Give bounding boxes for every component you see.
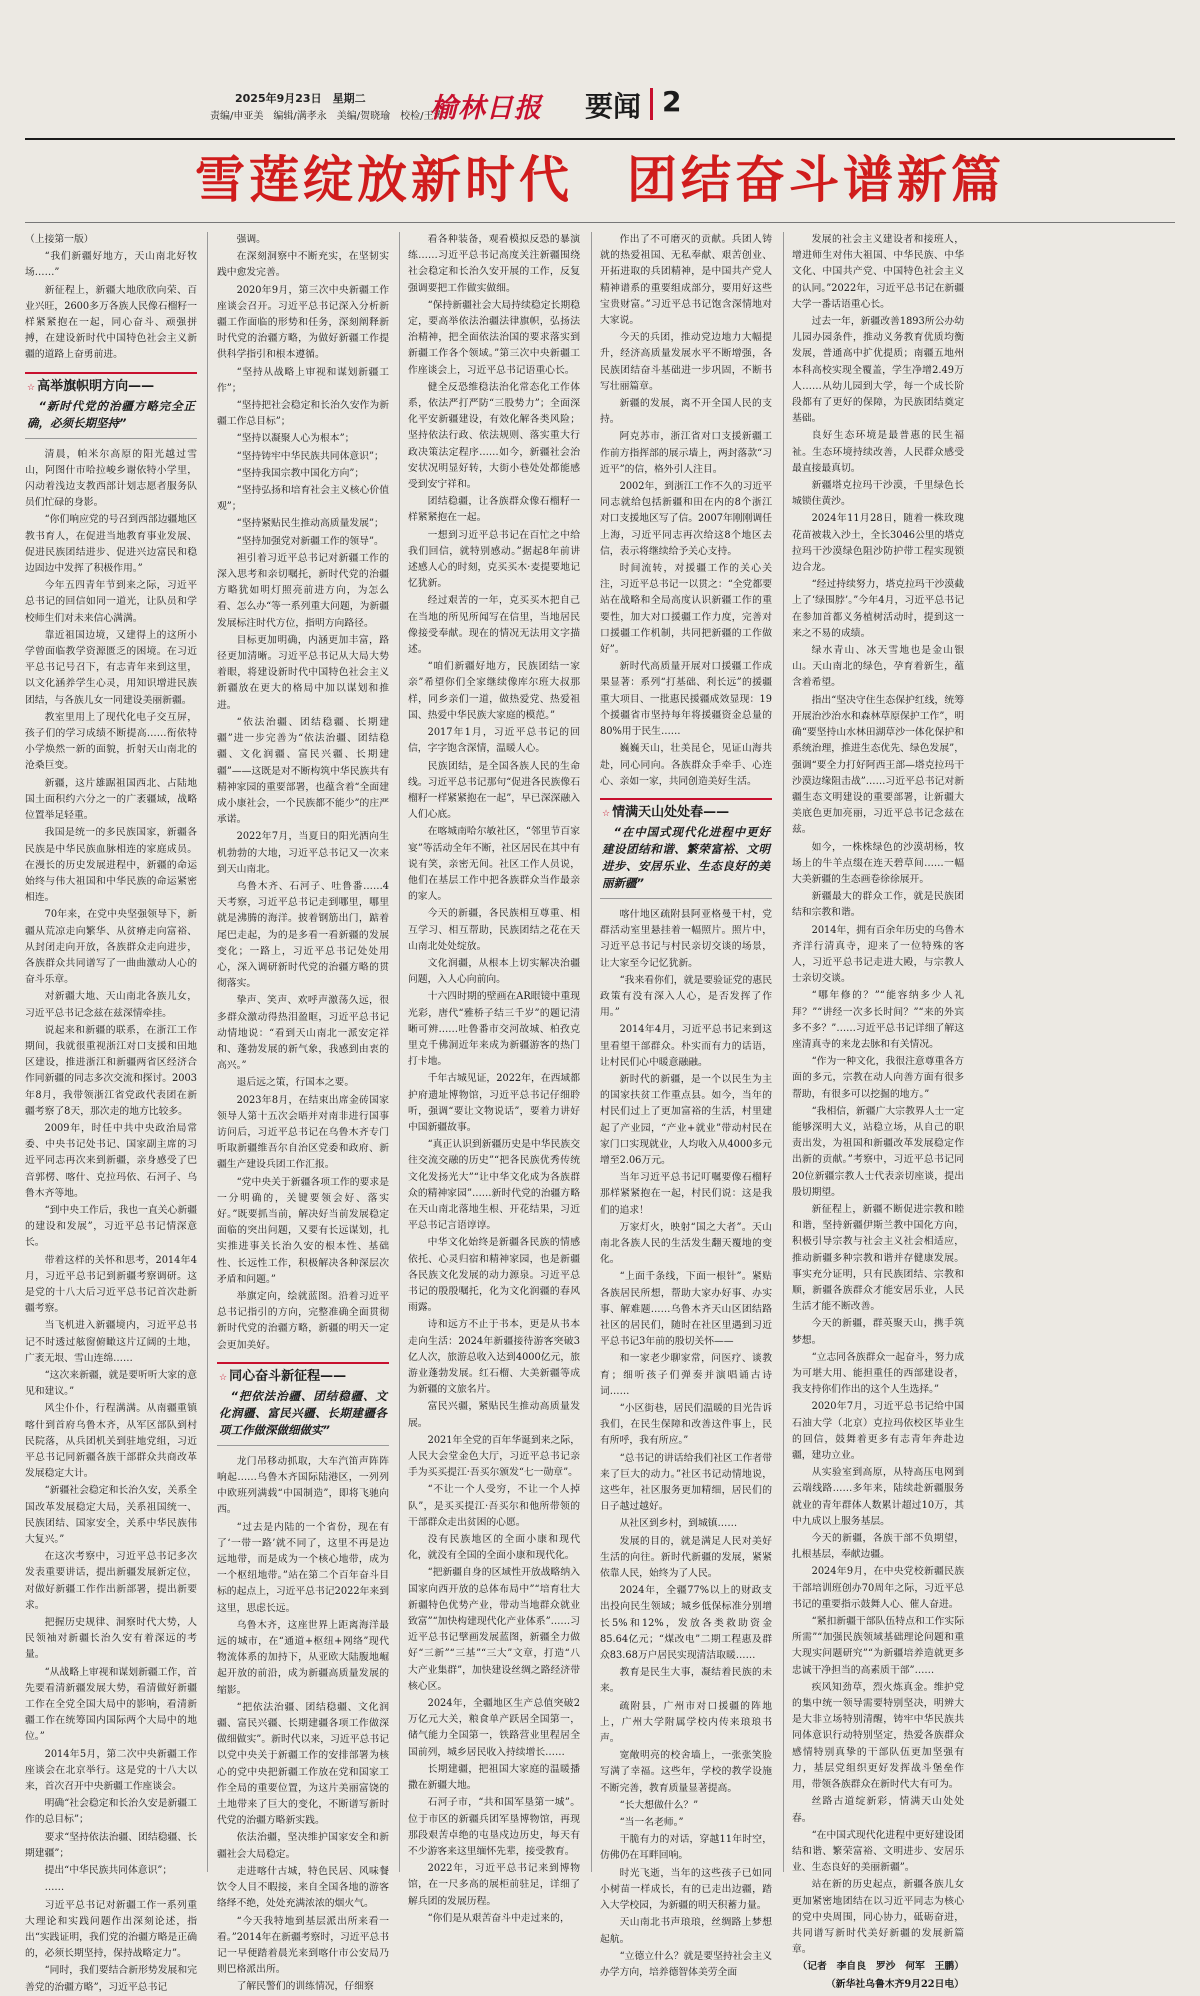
paragraph: 今年五四青年节到来之际，习近平总书记的回信如同一道光，让队员和学校师生们对未来信心满满。 (25, 580, 197, 624)
paragraph: （上接第一版） (25, 234, 94, 245)
paragraph: 2014年4月，习近平总书记来到这里看望干部群众。朴实而有力的话语，让村民们心中暖意融融。 (600, 1024, 772, 1068)
paragraph: 如今，一株株绿色的沙漠胡杨，牧场上的牛羊点缀在连天碧草间……一幅大美新疆的生态画卷徐徐展开。 (792, 841, 964, 885)
paragraph: 2024年，全疆地区生产总值突破2万亿元大关，粮食单产跃居全国第一，储气能力全国第一，铁路营业里程居全国前列，城乡居民收入持续增长…… (408, 1698, 580, 1758)
paragraph: 强调。 (236, 234, 266, 245)
paragraph: 没有民族地区的全面小康和现代化，就没有全国的全面小康和现代化。 (408, 1534, 580, 1562)
paragraph: “我们新疆好地方，天山南北好牧场……” (25, 251, 197, 279)
paragraph: “上面千条线，下面一根针”。紧贴各族居民所想，帮助大家办好事、办实事、解难题……乌鲁木齐天山区团结路社区的居民们，随时在社区里遇到习近平总书记3年前的殷切关怀—— (600, 1271, 772, 1348)
subsection-title: ☆ 高举旗帜明方向—— (27, 378, 155, 394)
paragraph: 今天的兵团，推动党边地力大幅提升，经济高质量发展水平不断增强，各民族团结奋斗基础进一步巩固，不断书写壮丽篇章。 (600, 332, 772, 392)
paragraph: 2014年，拥有百余年历史的乌鲁木齐洋行清真寺，迎来了一位特殊的客人，习近平总书记走进大殿，与宗教人士亲切交谈。 (792, 924, 964, 985)
paragraph: 看各种装备，观看模拟反恐的暴演练……习近平总书记高度关注新疆围绕社会稳定和长治久安开展的工作，反复强调要把工作做实做细。 (408, 234, 580, 294)
text-column-2 (217, 232, 389, 1993)
subsection-heading (600, 798, 772, 899)
subsection-title: ☆ 情满天山处处春—— (602, 804, 730, 820)
subsection-quote: “在中国式现代化进程中更好建设团结和谐、繁荣富裕、文明进步、安居乐业、生态良好的美丽新疆” (602, 824, 770, 890)
paragraph: 举旗定向，绘就蓝图。沿着习近平总书记指引的方向，完整准确全面贯彻新时代党的治疆方略，新疆的明天一定会更加美好。 (217, 1291, 389, 1351)
paragraph: 当飞机进入新疆境内，习近平总书记不时透过舷窗俯瞰这片辽阔的土地，广袤无垠、雪山连绵…… (25, 1320, 197, 1364)
reporter-byline: （记者 李自良 罗沙 何军 王鹏） (797, 1961, 964, 1973)
paragraph: 走进喀什古城，特色民居、风味餐饮令人目不暇接，来自全国各地的游客络绎不绝，处处充满浓浓的烟火气。 (217, 1865, 389, 1910)
paragraph: 对新疆大地、天山南北各族儿女，习近平总书记念兹在兹深情牵挂。 (25, 991, 197, 1019)
paragraph: 习近平总书记对新疆工作一系列重大理论和实践问题作出深刻论述，指出“实践证明，我们党的治疆方略是正确的，必须长期坚持，保持战略定力”。 (25, 1899, 197, 1960)
paragraph: 乌鲁木齐、石河子、吐鲁番……4天考察，习近平总书记走到哪里，哪里就是沸腾的海洋。披着钢筋出门，踮着尾巴走起，为的是多看一看新疆的发展变化；一路上，习近平总书记处处用心，深入调研新时代党的治疆方略的贯彻落实。 (217, 880, 389, 990)
paragraph: 新时代高质量开展对口援疆工作成果显著：系列“打基础、利长远”的援疆重大项目、一批惠民援疆成效显现：19个援疆省市坚持每年将援疆资金总量的80%用于民生…… (600, 661, 772, 738)
star-icon: ☆ (602, 808, 611, 819)
paragraph: 70年来，在党中央坚强领导下，新疆从荒凉走向繁华、从贫瘠走向富裕、从封闭走向开放，各族群众走向进步，各族群众共同谱写了一曲曲激动人心的奋斗乐章。 (25, 909, 197, 986)
masthead-rule (25, 138, 1175, 140)
paragraph: “长大想做什么？” (619, 1799, 699, 1811)
paragraph: 了解民警们的训练情况，仔细察 (236, 1981, 374, 1993)
paragraph: 十六四时期的壁画在AR眼镜中重现光彩，唐代“雅桥子结三千岁”的题记清晰可辨……吐鲁番市交河故城、柏孜克里克千佛洞近年来成为新疆游客的热门打卡地。 (408, 991, 580, 1068)
paragraph: 今天的新疆，各族干部不负期望，扎根基层，奉献边疆。 (792, 1533, 964, 1561)
column-rule (399, 232, 400, 1872)
paragraph: 2002年，到浙江工作不久的习近平同志就给包括新疆和田在内的8个浙江对口支援地区写了信。2007年刚刚调任上海，习近平同志再次给这8个地区去信，表示将继续给予关心支持。 (600, 481, 772, 557)
paragraph: 长期建疆，把祖国大家庭的温暖播撒在新疆大地。 (408, 1763, 580, 1792)
paragraph: 2024年，全疆77%以上的财政支出投向民生领域；城乡低保标准分别增长5%和12%，发放各类救助资金85.64亿元；“煤改电”二期工程惠及群众83.68万户居民实现清洁取暖…… (600, 1585, 772, 1662)
paragraph: “立志同各族群众一起奋斗，努力成为可堪大用、能担重任的西部建设者，我支持你们作出的这个人生选择。” (792, 1351, 964, 1396)
issue-date: 2025年9月23日 星期二 (235, 92, 366, 105)
paragraph: 2022年7月，当夏日的阳光洒向生机勃勃的大地，习近平总书记又一次来到天山南北。 (217, 831, 389, 875)
paragraph: 2020年9月，第三次中央新疆工作座谈会召开。习近平总书记深入分析新疆工作面临的形势和任务，深刻阐释新时代党的治疆方略，为做好新疆工作提供科学指引和根本遵循。 (217, 284, 389, 361)
paragraph: 富民兴疆，紧贴民生推动高质量发展。 (408, 1401, 580, 1429)
paragraph: 袒引着习近平总书记对新疆工作的深入思考和亲切嘱托，新时代党的治疆方略犹如明灯照亮前进方向，为怎么看、怎么办“等一系列重大问题，为新疆发展标注时代方位，指明方向路径。 (217, 552, 389, 629)
paragraph: “真正认识到新疆历史是中华民族交往交流交融的历史”“把各民族优秀传统文化发扬光大”“让中华文化成为各族群众的精神家园”……新时代党的治疆方略在天山南北落地生根、开花结果，习近平总书记言语谆谆。 (408, 1139, 580, 1232)
headline-rule (25, 222, 1175, 223)
paragraph: 2022年，习近平总书记来到博物馆，在一尺多高的展柜前驻足，详细了解兵团的发展历程。 (408, 1863, 580, 1907)
paragraph: 要求“坚持依法治疆、团结稳疆、长期建疆”； (25, 1831, 197, 1859)
subsection-heading (25, 372, 197, 439)
paragraph: 教室里用上了现代化电子交互屏，孩子们的学习成绩不断提高……衔依特小学焕然一新的面貌，折射天山南北的沧桑巨变。 (25, 711, 197, 772)
paragraph: 从社区到乡村，到城镇…… (619, 1518, 738, 1530)
subsection-title: ☆ 同心奋斗新征程—— (219, 1368, 347, 1384)
paragraph: 说起来和新疆的联系，在浙江工作期间，我就很重视浙江对口支援和田地区建设，推进浙江和新疆两省区经济合作同新疆的同志多次交流和探讨。2003年8月，我带领浙江省党政代表团在新疆考察了8天，那次走的地方比较多。 (25, 1024, 197, 1117)
paragraph: “坚持把社会稳定和长治久安作为新疆工作总目标”； (217, 400, 389, 428)
paragraph: “到中央工作后，我也一直关心新疆的建设和发展”，习近平总书记情深意长。 (25, 1204, 197, 1249)
paragraph: “同时，我们要结合新形势发展和完善党的治疆方略”，习近平总书记 (25, 1965, 197, 1993)
paragraph: “你们是从艰苦奋斗中走过来的， (427, 1912, 570, 1924)
paragraph: “我相信，新疆广大宗教界人士一定能够深明大义，站稳立场，从自己的职责出发，为祖国和新疆改革发展稳定作出新的贡献。”考察中，习近平总书记同20位新疆宗教人士代表亲切座谈，提出殷切期望。 (792, 1105, 964, 1198)
main-headline: 雪莲绽放新时代 团结奋斗谱新篇 (195, 151, 1005, 209)
article-dateline: （新华社乌鲁木齐9月22日电） (825, 1978, 964, 1990)
paragraph: “哪年修的？”“能容纳多少人礼拜？”“讲经一次多长时间？”“来的外宾多不多？”……习近平总书记详细了解这座清真寺的来龙去脉和有关情况。 (792, 990, 964, 1050)
paragraph: 干脆有力的对话，穿越11年时空，仿佛仍在耳畔回响。 (600, 1834, 772, 1862)
paragraph: 我国是统一的多民族国家，新疆各民族是中华民族血脉相连的家庭成员。在漫长的历史发展进程中，新疆的命运始终与伟大祖国和中华民族的命运紧密相连。 (25, 827, 197, 904)
paragraph: 过去一年，新疆改善1893所公办幼儿园办园条件，推动义务教育优质均衡发展，普通高中扩优提质；南疆五地州本科高校实现全覆盖，学生净增2.49万人……从幼儿园到大学，每一个成长阶段都有了更好的保障，为民族团结奠定基础。 (792, 316, 964, 425)
subsection-heading (217, 1362, 389, 1446)
paragraph: 指出“坚决守住生态保护红线，统筹开展治沙治水和森林草原保护工作”，明确“要坚持山水林田湖草沙一体化保护和系统治理，推进生态优先、绿色发展”，强调“要全力打好阿西王部—塔克拉玛干沙漠边缘阻击战”……习近平总书记对新疆生态文明建设的重要部署，让新疆大美底色更加亮丽，习近平总书记念兹在兹。 (792, 694, 964, 836)
column-rule (591, 232, 592, 1872)
paragraph: “紧扣新疆干部队伍特点和工作实际所需”“加强民族领域基础理论问题和重大现实问题研究”“为新疆培养造就更多忠诚干净担当的高素质干部”…… (792, 1616, 964, 1676)
paragraph: 民族团结，是全国各族人民的生命线。习近平总书记那句“促进各民族像石榴籽一样紧紧抱在一起”，早已深深融入人们心底。 (408, 760, 580, 821)
paragraph: 健全反恐维稳法治化常态化工作体系，依法严打严防“三股势力”；全面深化平安新疆建设，有效化解各类风险；坚持依法行政、依法规则、落实重大行政决策法定程序……如今，新疆社会治安状况明显好转，大街小巷处处都能感受到安宁祥和。 (408, 381, 580, 491)
page-number: 2 (662, 85, 682, 118)
paragraph: “坚持从战略上审视和谋划新疆工作”； (217, 366, 389, 394)
paragraph: 时间流转，对援疆工作的关心关注，习近平总书记一以贯之：“全党都要站在战略和全局高度认识新疆工作的重要性，加大对口援疆工作力度，完善对口援疆工作机制，共同把新疆的工作做好”。 (600, 563, 772, 656)
section-title: 要闻 (585, 90, 642, 123)
paragraph: 丝路古道绽新彩，情满天山处处春。 (792, 1796, 964, 1824)
paragraph: “在中国式现代化进程中更好建设团结和谐、繁荣富裕、文明进步、安居乐业、生态良好的美丽新疆”。 (792, 1829, 964, 1874)
column-rule (207, 232, 208, 1872)
paragraph: 2023年8月，在结束出席金砖国家领导人第十五次会晤并对南非进行国事访问后，习近平总书记在乌鲁木齐专门听取新疆维吾尔自治区党委和政府、新疆生产建设兵团工作汇报。 (217, 1094, 389, 1171)
paragraph: “我来看你们，就是要验证党的惠民政策有没有深入人心，是否发挥了作用。” (600, 974, 772, 1019)
paragraph: 宽敞明亮的校舍墙上，一张张笑脸写满了幸福。这些年，学校的教学设施不断完善，教育质量显著提高。 (600, 1750, 772, 1794)
paragraph: “小区街巷，居民们温暖的目光告诉我们，在民生保障和改善这件事上，民有所呼，我有所应。” (600, 1403, 772, 1447)
paragraph: 诗和远方不止于书本，更是从书本走向生活：2024年新疆接待游客突破3亿人次，旅游总收入达到4000亿元，旅游业蓬勃发展。红石榴、大美新疆等成为新疆的文旅名片。 (408, 1319, 580, 1396)
paragraph: “党中央关于新疆各项工作的要求是一分明确的，关键要领会好、落实好。”既要抓当前，解决好当前发展稳定面临的突出问题，又要有长远谋划，扎实推进事关长治久安的根本性、基础性、长远性工作，积极解决各种深层次矛盾和问题。” (217, 1176, 389, 1285)
paragraph: 中华文化始终是新疆各民族的情感依托、心灵归宿和精神家园，也是新疆各民族文化发展的动力源泉。习近平总书记的殷殷嘱托，化为文化润疆的春风雨露。 (408, 1237, 580, 1314)
paragraph: 在这次考察中，习近平总书记多次发表重要讲话，提出新疆发展新定位，对做好新疆工作作出新部署，提出新要求。 (25, 1551, 197, 1611)
paragraph: 在喀城南哈尔敏社区，“邻里节百家宴”等活动全年不断，社区居民在其中有说有笑，亲密无间。社区工作人员说，他们在基层工作中把各族群众当作最亲的家人。 (408, 826, 580, 903)
paragraph: 经过艰苦的一年，克买买木把自己在当地的所见所闻写在信里，当地居民像接受奉献。现在的情况无法用文字描述。 (408, 595, 580, 656)
paragraph: 明确“社会稳定和长治久安是新疆工作的总目标”； (25, 1798, 197, 1826)
paragraph: 2020年7月，习近平总书记给中国石油大学（北京）克拉玛依校区毕业生的回信，鼓舞着更多有志青年奔赴边疆，建功立业。 (792, 1401, 964, 1462)
paragraph: 风尘仆仆，行程满满。从南疆重镇喀什到首府乌鲁木齐，从军区部队到村民院落，从兵团机关到驻地党组，习近平总书记同新疆各族干部群众共商改革发展稳定大计。 (25, 1403, 197, 1480)
paragraph: 清晨，帕米尔高原的阳光越过雪山，阿图什市哈拉峻乡谢依特小学里，闪动着浅边支教西部计划志愿者服务队员们忙碌的身影。 (25, 448, 197, 509)
paragraph: “新疆社会稳定和长治久安，关系全国改革发展稳定大局，关系祖国统一、民族团结、国家安全，关系中华民族伟大复兴。” (25, 1485, 197, 1546)
paragraph: 文化润疆，从根本上切实解决治疆问题，入人心向前向。 (408, 957, 580, 986)
paragraph: 龙门吊移动抓取，大车汽笛声阵阵响起……乌鲁木齐国际陆港区，一列列中欧班列满载“中国制造”，即将飞驰向西。 (217, 1455, 389, 1516)
text-column-5 (792, 232, 964, 1990)
paragraph: 今天的新疆，群英聚天山，携手筑梦想。 (792, 1318, 964, 1346)
paragraph: “保持新疆社会大局持续稳定长期稳定，要高举依法治疆法律旗帜，弘扬法治精神，把全面依法治国的要求落实到新疆工作各个领域。”第三次中央新疆工作座谈会上，习近平总书记语重心长。 (408, 299, 580, 376)
subsection-quote: “新时代党的治疆方略完全正确，必须长期坚持” (27, 398, 195, 430)
paragraph: 今天的新疆，各民族相互尊重、相互学习、相互帮助，民族团结之花在天山南北处处绽放。 (408, 908, 580, 952)
paragraph: 乌鲁木齐，这座世界上距离海洋最远的城市，在“通道+枢纽+网络”现代物流体系的加持下，从亚欧大陆腹地崛起开放的前沿，成为新疆高质量发展的缩影。 (217, 1619, 389, 1696)
paragraph: “立德立什么？就是要坚持社会主义办学方向，培养德智体美劳全面 (600, 1950, 772, 1978)
paragraph: 2017年1月，习近平总书记的回信，字字饱含深情，温暖人心。 (408, 727, 580, 755)
paragraph: 疏附县，广州市对口援疆的阵地上，广州大学附属学校内传来琅琅书声。 (600, 1700, 772, 1745)
paragraph: 2024年9月，在中央党校新疆民族干部培训班创办70周年之际，习近平总书记的重要指示鼓舞人心、催人奋进。 (792, 1566, 964, 1610)
paragraph: 新疆，这片雄踞祖国西北、占陆地国土面积约六分之一的广袤疆域，战略位置举足轻重。 (25, 777, 197, 822)
paragraph: 靠近祖国边境，又建得上的这所小学曾面临教学资源匮乏的困境。在习近平总书记号召下，有志青年来到这里，以文化涵养学生心灵，用知识增进民族团结，与各族儿女一同建设美丽新疆。 (25, 629, 197, 706)
paragraph: 教育是民生大事，凝结着民族的未来。 (600, 1667, 772, 1695)
paragraph: “把依法治疆、团结稳疆、文化润疆、富民兴疆、长期建疆各项工作做深做细做实”。新时代以来，习近平总书记以党中央关于新疆工作的安排部署为核心的党中央把新疆工作放在党和国家工作全局的重要位置，为这片美丽富饶的土地带来了巨大的变化，不断谱写新时代党的治疆方略新实践。 (217, 1701, 389, 1827)
paragraph: “当一名老师。” (619, 1817, 684, 1829)
paragraph: “依法治疆、团结稳疆、长期建疆”进一步完善为“依法治疆、团结稳疆、文化润疆、富民兴疆、长期建疆”——这既是对不断构筑中华民族共有精神家园的重要部署，也蕴含着“全面建成小康社会，一个民族都不能少”的庄严承诺。 (217, 716, 389, 826)
paragraph: “从战略上审视和谋划新疆工作，首先要看清新疆发展大势，看清做好新疆工作在全党全国大局中的影响，看清新疆工作在统筹国内国际两个大局中的地位。” (25, 1666, 197, 1743)
paragraph: 站在新的历史起点，新疆各族儿女更加紧密地团结在以习近平同志为核心的党中央周围，同心协力，砥砺奋进，共同谱写新时代美好新疆的发展新篇章。 (792, 1879, 964, 1956)
paragraph: 从实验室到高原，从特高压电网到云端线路……多年来，陆续赴新疆服务就业的青年群体人数累计超过10万，其中九成以上服务基层。 (792, 1467, 964, 1527)
paragraph: 时光飞逝，当年的这些孩子已如同小树苗一样成长，有的已走出边疆，踏入大学校园，为新疆的明天积蓄力量。 (600, 1867, 772, 1912)
column-rule (783, 232, 784, 1872)
paragraph: “总书记的讲话给我们社区工作者带来了巨大的动力。”社区书记动情地说，这些年，社区服务更加精细，居民们的日子越过越好。 (600, 1452, 772, 1513)
paragraph: 天山南北书声琅琅，丝绸路上梦想起航。 (600, 1917, 772, 1945)
paragraph: 发展的社会主义建设者和接班人，增进师生对伟大祖国、中华民族、中华文化、中国共产党、中国特色社会主义的认同。”2022年，习近平总书记在新疆大学一番话语重心长。 (792, 234, 964, 310)
paragraph: 提出“中华民族共同体意识”； (44, 1865, 173, 1877)
paragraph: “不让一个人受穷，不让一个人掉队”，是买买提江·吾买尔和他所带领的干部群众走出贫困的心愿。 (408, 1484, 580, 1528)
paragraph: 万家灯火，映射“国之大者”。天山南北各族人民的生活发生翻天覆地的变化。 (600, 1221, 772, 1266)
paragraph: “坚持铸牢中华民族共同体意识”； (236, 450, 384, 462)
paragraph: 一想到习近平总书记在百忙之中给我们回信，就特别感动。”据起8年前讲述感人心的时刻，克买买木·麦提要地记忆犹新。 (408, 529, 580, 590)
paragraph: “这次来新疆，就是要听听大家的意见和建议。” (25, 1370, 197, 1398)
paragraph: “坚持加强党对新疆工作的领导”。 (236, 535, 384, 547)
paragraph: “坚持我国宗教中国化方向”； (236, 467, 365, 479)
paragraph: 挚声、笑声、欢呼声激荡久远，很多群众激动得热泪盈眶，习近平总书记动情地说：“看到天山南北一派安定祥和、蓬勃发展的新气象，我感到由衷的高兴。” (217, 995, 389, 1072)
paragraph: 和一家老少聊家常，问医疗、谈教育；细听孩子们弹奏并演唱诵古诗词…… (600, 1353, 772, 1397)
paragraph: …… (44, 1882, 65, 1894)
paragraph: 目标更加明确，内涵更加丰富，路径更加清晰。习近平总书记从大局大势着眼，将建设新时代中国特色社会主义新疆放在更大的格局中加以谋划和推进。 (217, 634, 389, 711)
text-column-3 (408, 232, 580, 1924)
paragraph: “坚持弘扬和培育社会主义核心价值观”； (217, 485, 389, 513)
paragraph: 在深刻洞察中不断充实，在坚韧实践中愈发完善。 (217, 251, 389, 279)
paragraph: “把新疆自身的区域性开放战略纳入国家向西开放的总体布局中”“培育壮大新疆特色优势产业，带动当地群众就业致富”“加快构建现代化产业体系”……习近平总书记擘画发展蓝图，新疆全力做好“三新”“三基”“三大”文章，打造“八大产业集群”，加快建设丝绸之路经济带核心区。 (408, 1567, 580, 1692)
paragraph: 疾风知劲草，烈火炼真金。维护党的集中统一领导需要特别坚决，明辨大是大非立场特别清醒，铸牢中华民族共同体意识行动特别坚定，热爱各族群众感情特别真挚的干部队伍更加坚强有力，基层党组织更好发挥战斗堡垒作用，带领各族群众在新时代大有可为。 (792, 1681, 964, 1791)
paragraph: “咱们新疆好地方，民族团结一家亲”希望你们全家继续像库尔班大叔那样，同乡亲们一道，做热爱党、热爱祖国、热爱中华民族大家庭的模范。” (408, 661, 580, 721)
star-icon: ☆ (27, 382, 36, 393)
paragraph: 巍巍天山，壮美昆仑，见证山海共赴，同心同向。各族群众手牵手、心连心、亲如一家，共同创造美好生活。 (600, 743, 772, 787)
paragraph: 带着这样的关怀和思考，2014年4月，习近平总书记到新疆考察调研。这是党的十八大后习近平总书记首次赴新疆考察。 (25, 1254, 197, 1315)
paragraph: 喀什地区疏附县阿亚格曼干村，党群活动室里悬挂着一幅照片。照片中，习近平总书记与村民亲切交谈的场景，让大家至今记忆犹新。 (600, 908, 772, 969)
paragraph: 2014年5月，第二次中央新疆工作座谈会在北京举行。这是党的十八大以来，首次召开中央新疆工作座谈会。 (25, 1748, 197, 1793)
paragraph: 新疆塔克拉玛干沙漠，千里绿色长城锁住黄沙。 (792, 480, 964, 508)
paragraph: 当年习近平总书记叮嘱要像石榴籽那样紧紧抱在一起，村民们说：这是我们的追求！ (600, 1172, 772, 1216)
editors-credit: 责编/申亚美 编辑/满孝永 美编/贺晓瑜 校检/王涛 (210, 111, 444, 122)
paragraph: 依法治疆，坚决维护国家安全和新疆社会大局稳定。 (217, 1832, 389, 1860)
paragraph: 退后远之策，行国本之要。 (236, 1077, 355, 1089)
paragraph: “作为一种文化，我很注意尊重各方面的多元，宗教在动人向善方面有很多帮助，有很多可以挖掘的地方。” (792, 1056, 964, 1100)
paragraph: 良好生态环境是最普惠的民生福祉。生态环境持续改善，人民群众感受最直接最真切。 (792, 430, 964, 474)
paragraph: 2021年全党的百年华诞到来之际，人民大会堂金色大厅，习近平总书记亲手为买买提江·吾买尔颁发“七一勋章”。 (408, 1434, 580, 1479)
paragraph: 新征程上，新疆大地欣欣向荣、百业兴旺，2600多万各族人民像石榴籽一样紧紧抱在一起，同心奋斗、顽强拼搏，在建设新时代中国特色社会主义新疆的道路上奋勇前进。 (25, 284, 197, 361)
paragraph: 新疆的发展，离不开全国人民的支持。 (600, 398, 772, 426)
paragraph: 发展的目的，就是满足人民对美好生活的向往。新时代新疆的发展，紧紧依靠人民，始终为了人民。 (600, 1535, 772, 1580)
subsection-quote: “把依法治疆、团结稳疆、文化润疆、富民兴疆、长期建疆各项工作做深做细做实” (219, 1388, 387, 1437)
paper-logo: 榆林日报 (430, 93, 542, 124)
text-column-1 (25, 232, 197, 1993)
paragraph: 2024年11月28日，随着一株玫瑰花苗被栽入沙土，全长3046公里的塔克拉玛干沙漠绿色阻沙防护带工程实现锁边合龙。 (792, 513, 964, 574)
paragraph: 2009年，时任中共中央政治局常委、中央书记处书记、国家副主席的习近平同志再次来到新疆，亲身感受了巴音郭楞、喀什、克拉玛依、石河子、乌鲁木齐等地。 (25, 1122, 197, 1199)
paragraph: 新疆最大的群众工作，就是民族团结和宗教和谐。 (792, 891, 964, 919)
paragraph: “坚持紧贴民生推动高质量发展”； (236, 518, 384, 530)
paragraph: 阿克苏市，浙江省对口支援新疆工作前方指挥部的展示墙上，两封落款“习近平”的信，格外引人注目。 (600, 431, 772, 475)
paragraph: 新征程上，新疆不断促进宗教和睦和谐，坚持新疆伊斯兰教中国化方向，积极引导宗教与社会主义社会相适应，推动新疆多种宗教和谐并存健康发展。事实充分证明，只有民族团结、宗教和顺，新疆各族群众才能安居乐业，人民生活才能不断改善。 (792, 1203, 964, 1313)
paragraph: 绿水青山、冰天雪地也是金山银山。天山南北的绿色，孕育着新生，蕴含着希望。 (792, 645, 964, 689)
paragraph: 石河子市，“共和国军垦第一城”。位于市区的新疆兵团军垦博物馆，再现那段艰苦卓绝的屯垦戍边历史，每天有不少游客来这里缅怀先辈，接受教育。 (408, 1797, 580, 1857)
paragraph: “今天我特地到基层派出所来看一看。”2014年在新疆考察时，习近平总书记一早便踏着晨光来到喀什市公安局乃则巴格派出所。 (217, 1915, 389, 1976)
paragraph: 新时代的新疆，是一个以民生为主的国家扶贫工作重点县。如今，当年的村民们过上了更加富裕的生活，村里建起了产业园，“产业+就业”带动村民在家门口实现就业，人均收入从4000多元增至2.06万元。 (600, 1073, 772, 1166)
paragraph: 千年古城见证，2022年，在西域都护府遗址博物馆，习近平总书记仔细聆听，强调“要让文物说话”，要着力讲好中国新疆故事。 (408, 1073, 580, 1133)
text-column-4 (600, 232, 772, 1978)
star-icon: ☆ (219, 1372, 228, 1383)
paragraph: 把握历史规律、洞察时代大势，人民领袖对新疆长治久安有着深远的考量。 (25, 1617, 197, 1661)
paragraph: 作出了不可磨灭的贡献。兵团人铸就的热爱祖国、无私奉献、艰苦创业、开拓进取的兵团精神，是中国共产党人精神谱系的重要组成部分，要用好这些宝贵财富。”习近平总书记饱含深情地对大家说。 (600, 234, 772, 327)
masthead (25, 85, 1175, 130)
page-divider (650, 88, 653, 120)
paragraph: 团结稳疆，让各族群众像石榴籽一样紧紧抱在一起。 (408, 496, 580, 524)
paragraph: “坚持以凝聚人心为根本”； (236, 433, 355, 445)
paragraph: “经过持续努力，塔克拉玛干沙漠截上了‘绿围脖’。”今年4月，习近平总书记在参加首都义务植树活动时，提到这一来之不易的成绩。 (792, 579, 964, 639)
paragraph: “你们响应党的号召到西部边疆地区教书育人，在促进当地教育事业发展、促进民族团结进步、促进兴边富民和稳边固边中发挥了积极作用。” (25, 514, 197, 575)
paragraph: “过去是内陆的一个省份，现在有了‘一带一路’就不同了，这里不再是边远地带，而是成为一个核心地带，成为一个枢纽地带。”站在第二个百年奋斗目标的起点上，习近平总书记2022年来到这里，思虑长远。 (217, 1521, 389, 1614)
